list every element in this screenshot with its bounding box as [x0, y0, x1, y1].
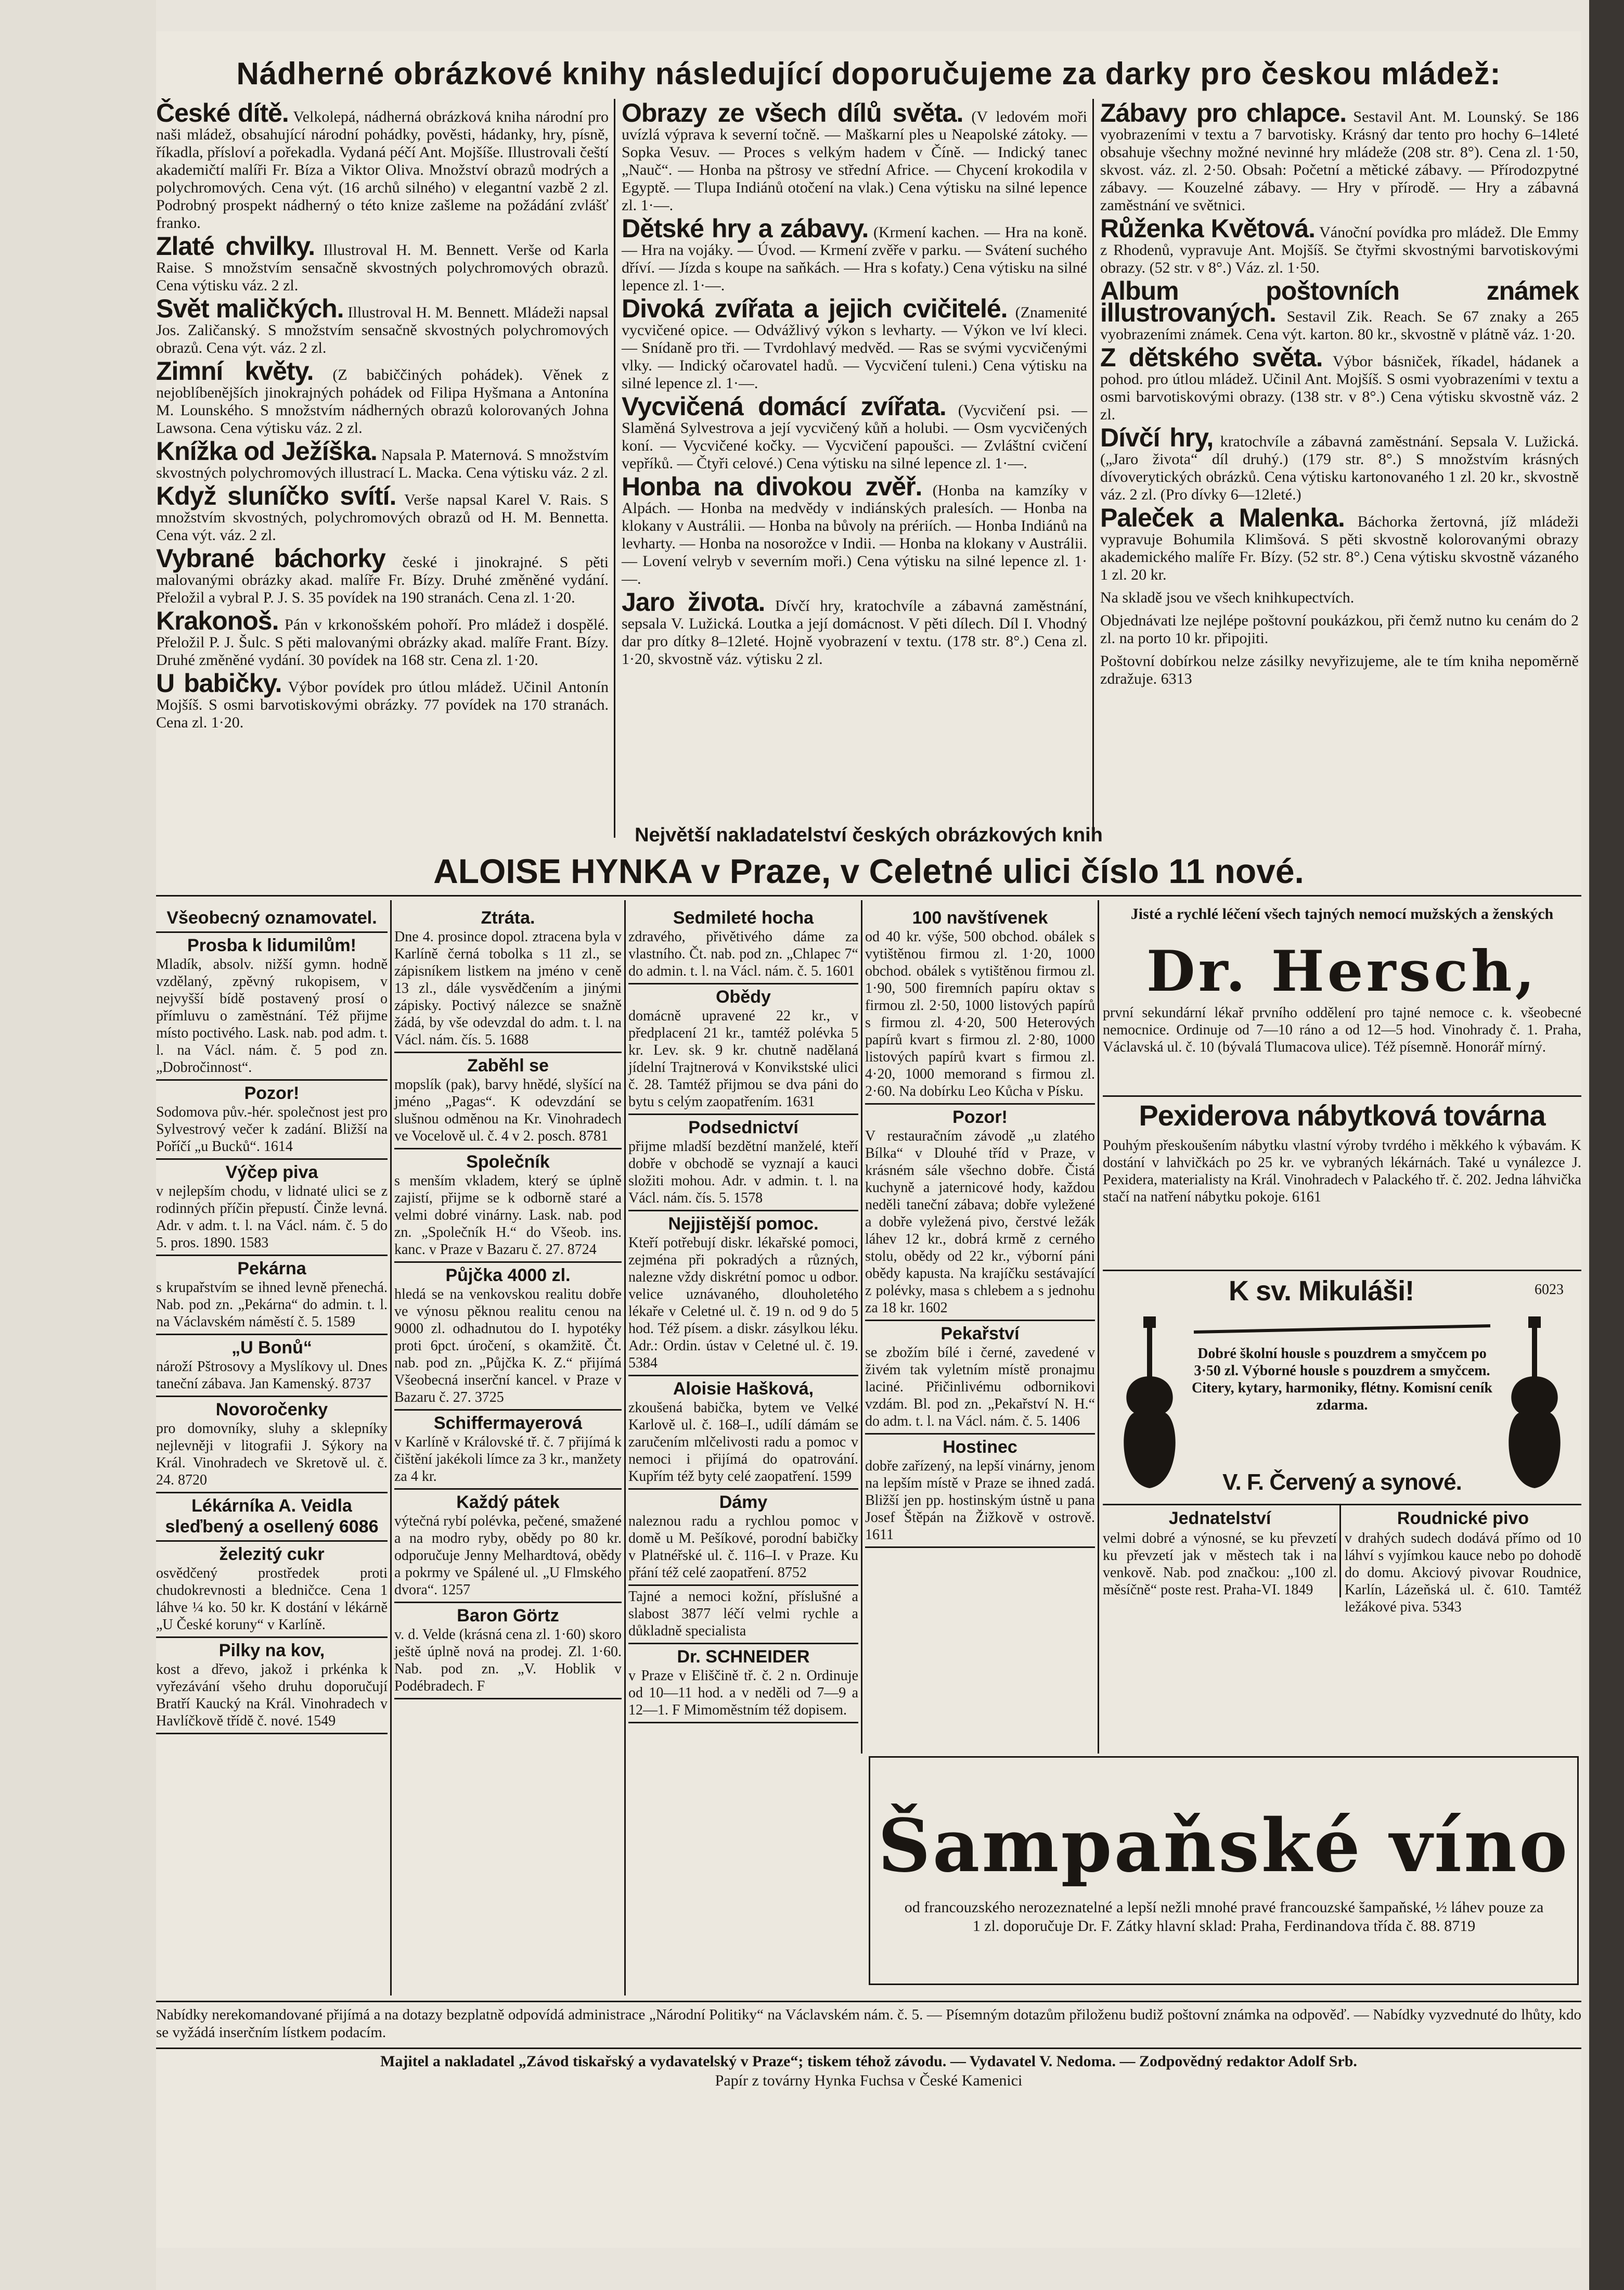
book-title: U babičky.: [156, 669, 282, 698]
ad-title: Ztráta.: [481, 908, 535, 928]
book-title: Jaro života.: [622, 587, 765, 617]
book-title: Divoká zvířata a jejich cvičitelé.: [622, 294, 1008, 323]
book-title: Honba na divokou zvěř.: [622, 472, 922, 501]
classified-ad: [156, 1160, 388, 1256]
classified-column-1: [156, 905, 388, 1998]
ad-title: Výčep piva: [225, 1162, 318, 1182]
book-title: Paleček a Malenka.: [1100, 503, 1345, 532]
ad-title: Podsednictví: [688, 1118, 798, 1137]
publisher-line-1: Největší nakladatelství českých obrázkových knih: [635, 824, 1103, 846]
ad-title: Novoročenky: [215, 1400, 328, 1419]
classified-column-3: [628, 905, 858, 1754]
ad-title: Pekařství: [940, 1324, 1020, 1344]
book-title: Když sluníčko svítí.: [156, 481, 396, 510]
cerveny-firm: V. F. Červený a synové.: [1222, 1469, 1462, 1495]
publisher-line-2: ALOISE HYNKA v Praze, v Celetné ulici číslo 11 nové.: [433, 852, 1304, 890]
book-description: Verše napsal Karel V. Rais. S množstvím skvostných, polychromových obrazů od H. M. Bennetta. Cena výt. váz. 2 zl.: [156, 491, 609, 544]
ad-text: naleznou radu a rychlou pomoc v domě u M. Pešíkové, porodní babičky v Platnéřské ul. č. 116–I. v Praze. Ku přání též celé zaopatření. 8752: [628, 1513, 858, 1581]
mikulas-title: K sv. Mikuláši!: [1228, 1275, 1414, 1307]
book-title: Vycvičená domácí zvířata.: [622, 392, 946, 421]
ad-title: Pozor!: [244, 1083, 300, 1103]
ad-title: Pilky na kov,: [218, 1641, 325, 1660]
classified-ad: [156, 1256, 388, 1335]
book-entry: [1100, 589, 1579, 607]
ad-title: Společník: [466, 1152, 550, 1172]
book-column-1: [156, 98, 609, 843]
ad-title: Zaběhl se: [467, 1056, 549, 1076]
book-entry: [156, 481, 609, 544]
book-description: české i jinokrajné. S pěti malovanými obrázky akad. malíře Fr. Bízy. Druhé změněné vydání. Přeložil a vybral P. J. S. 35 povídek na 190 stranách. Cena zl. 1·20.: [156, 554, 609, 606]
ad-text: Mladík, absolv. nižší gymn. hodně vzdělaný, zpěvný rukopisem, v nejvyšší bídě postavený prosí o přímluvu o zaměstnání. Též přijme místo poctivého. Lask. nab. pod adm. t. l. na Václ. nám. č. 5 pod zn. „Dobročinnost“.: [156, 956, 388, 1076]
classified-ad: [628, 1644, 858, 1723]
classified-ad: [156, 1397, 388, 1493]
book-title: Knížka od Ježíška.: [156, 437, 377, 466]
pexider-text: Pouhým přeskoušením nábytku vlastní výroby tvrdého i měkkého k výbavám. K dostání v lahvičkách po 25 kr. ve vybraných lékárnách. Také u vynálezce J. Pexidera, materialisty na Král. Vinohradech v Palackého tř. č. 202. Jedna láhvička stačí na natření nábytku pokoje. 6161: [1103, 1137, 1581, 1205]
book-entry: [156, 606, 609, 669]
book-entry: [1100, 276, 1579, 343]
book-entry: [622, 392, 1087, 472]
book-entry: [156, 437, 609, 482]
book-title: Vybrané báchorky: [156, 544, 385, 573]
hersch-title: Dr. Hersch,: [1146, 939, 1538, 1004]
classified-ad: [628, 1490, 858, 1586]
classified-ad: [628, 984, 858, 1115]
ad-text: s krupařstvím se ihned levně přenechá. Nab. pod zn. „Pekárna“ do admin. t. l. na Václavském náměstí č. 5. 1589: [156, 1280, 388, 1330]
ad-text: přijme mladší bezdětní manželé, kteří dobře v obchodě se vyznají a kauci složiti mohou. Adr. v admin. t. l. na Václ. nám. čís. 5. 1578: [628, 1138, 858, 1206]
ad-title: „U Bonů“: [231, 1338, 312, 1358]
classified-ad: [865, 1105, 1095, 1321]
book-description: Vánoční povídka pro mládež. Dle Emmy z Rhodenů, vypravuje Ant. Mojšíš. Se čtyřmi skvostnými barvotiskovými obrazy. (52 str. v 8°.) Váz. zl. 1·50.: [1100, 224, 1579, 276]
ad-text: se zbožím bílé i černé, zavedené v živém tak vyletním místě pronajmu laciné. Přičinlivému odbornikovi vzdám. Bl. pod zn. „Pekařství N. H.“ do adm. t. l. na Václ. nám. č. 5. 1406: [865, 1345, 1095, 1429]
classified-ad: [156, 905, 388, 933]
book-description: (Honba na kamzíky v Alpách. — Honba na medvědy v indiánských pralesích. — Honba na klokany v Austrálii. — Honba na bůvoly na prériích. — Honba Indiánů na levharty. — Honba na nosorožce v Indii. — Honba na klokany v Austrálii. — Lovení velryb v severním moři.) Cena výtisku na silné lepence zl. 1·—.: [622, 482, 1087, 587]
ad-title: Každý pátek: [456, 1492, 560, 1512]
ad-title: Nejjistější pomoc.: [668, 1214, 819, 1234]
book-description: Pán v krkonošském pohoří. Pro mládež i dospělé. Přeložil P. J. Šulc. S pěti malovanými obrázky akad. malíře Frant. Bízy. Druhé změněné vydání. 30 povídek na 168 str. Cena zl. 1·20.: [156, 616, 609, 669]
ad-text: hledá se na venkovskou realitu dobře ve výnosu pěknou realitu cenou na 9000 zl. odhadnutou do I. hypotéky proti 6pct. úročení, s okamžitě. Čt. nab. pod zn. „Půjčka K. Z.“ přijímá Všeobecná inserční kancel. v Praze v Bazaru č. 27. 3725: [394, 1286, 622, 1405]
book-entry: [1100, 503, 1579, 584]
classified-ad: [628, 1586, 858, 1644]
ad-text: od 40 kr. výše, 500 obchod. obálek s vytištěnou firmou zl. 1·20, 1000 obchod. obálek s vytištěnou firmou zl. 1·90, 500 firemních papíru oktav s firmou zl. 2·50, 1000 listových papírů s firmou zl. 4·20, 500 Heterových papírů kvart s firmou zl. 2·80, 1000 listových papírů kvart s firmou zl. 4·20, 1000 memorand s firmou zl. 2·60. Na dobírku Leo Kůcha v Písku.: [865, 929, 1095, 1099]
classified-ad: [156, 1335, 388, 1397]
book-entry: [156, 98, 609, 232]
ad-title: Obědy: [716, 987, 771, 1007]
classified-ad: [628, 1211, 858, 1376]
ad-text: pro domovníky, sluhy a sklepníky nejlevněji v litografii J. Sýkory na Král. Vinohradech ve Skretově ul. č. 24. 8720: [156, 1421, 388, 1488]
book-description: kratochvíle a zábavná zaměstnání. Sepsala V. Lužická. („Jaro života“ díl druhý.) (179 str. 8°.) S množstvím krásných dívoverytických obrázků. Cena výtisku kartonovaného 1 zl. 20 kr., skvostně váz. 2 zl. (Pro dívky 6—12leté.): [1100, 433, 1579, 503]
champagne-title: Šampaňské víno: [878, 1803, 1570, 1889]
classified-ad: [394, 1263, 622, 1411]
ad-text: v Praze v Eliščině tř. č. 2 n. Ordinuje od 10—11 hod. a v neděli od 7—9 a 12—1. F Mimoměstním též dopisem.: [628, 1668, 858, 1718]
ad-title: železitý cukr: [219, 1544, 325, 1564]
jednatelstvi-title: Jednatelství: [1168, 1508, 1271, 1528]
book-title: Zábavy pro chlapce.: [1100, 98, 1347, 127]
book-description: (V ledovém moři uvízlá výprava k severní točně. — Maškarní ples u Neapolské zátoky. — Sopka Vesuv. — Proces s velkým hadem v Číně. — Indický tanec „Nauč“. — Honba na pštrosy ve střední Africe. — Chycení krokodila v Egyptě. — Tlupa Indiánů otočení na vlak.) Cena výtisku na silné lepence zl. 1·—.: [622, 108, 1088, 214]
classified-ad: [865, 1321, 1095, 1435]
ad-title: Lékárníka A. Veidla sleďbený a osellený 6086: [165, 1496, 379, 1537]
book-entry: [1100, 98, 1579, 214]
book-title: Zimní květy.: [156, 356, 314, 386]
ad-title: Schiffermayerová: [433, 1413, 583, 1433]
ad-title: Všeobecný oznamovatel.: [166, 908, 377, 928]
pexider-title: Pexiderova nábytková továrna: [1139, 1099, 1545, 1132]
book-entry: [156, 669, 609, 732]
book-title: Růženka Květová.: [1100, 214, 1316, 243]
ad-text: Tajné a nemoci kožní, příslušné a slabost 3877 léčí velmi rychle a důkladně specialista: [628, 1589, 858, 1639]
ad-text: V restauračním závodě „u zlatého Bílka“ v Dlouhé tříd v Praze, v krásném sále všechno dobře. Čistá kuchyně a jaternicové hody, každou neděli taneční zábava; dobře vyležené a dobře vyležená pivo, čerstvé ležák láhev 12 kr., dobrá krmě z cerného stolu, obědy od 22 kr., výborní páni obědy kapusta. Na krajíčku sestávající z polévky, masa s chlebem a s jednohu za 18 kr. 1602: [865, 1128, 1095, 1316]
pivo-text: v drahých sudech dodává přímo od 10 láhví s vyjímkou kauce nebo po dohodě do domu. Akciový pivovar Roudnice, Karlín, Lázeňská ul. č. 610. Tamtéž ležákové piva. 5343: [1345, 1530, 1581, 1615]
ad-text: osvědčený prostředek proti chudokrevnosti a bledničce. Cena 1 láhve ¼ ko. 50 kr. K dostání v lékárně „U České koruny“ v Karlíně.: [156, 1565, 388, 1633]
footer-paper: Papír z továrny Hynka Fuchsa v České Kamenici: [715, 2072, 1023, 2089]
violin-bow-icon: [1191, 1322, 1493, 1337]
ad-text: Sodomova pův.-hér. společnost jest pro Sylvestrový večer k zadání. Bližší na Poříčí „u Bucků“. 1614: [156, 1104, 388, 1155]
ad-title: Pekárna: [237, 1259, 306, 1278]
classified-ad: [394, 905, 622, 1053]
book-entry: [1100, 423, 1579, 504]
classified-ad: [394, 1053, 622, 1149]
book-description: Napsala P. Maternová. S množstvím skvostných polychromových illustrací L. Macka. Cena výtisku váz. 2 zl.: [156, 446, 609, 481]
left-margin: [0, 0, 156, 2290]
ad-title: Půjčka 4000 zl.: [445, 1265, 571, 1285]
book-description: Dívčí hry, kratochvíle a zábavná zaměstnání, sepsala V. Lužická. Loutka a její domácnost. V pěti dílech. Díl I. Vhodný dar pro dítky 8–12leté. Hojně vyobrazení v textu. (178 str. 8°.) Cena zl. 1·20, skvostně váz. výtisku 2 zl.: [622, 597, 1088, 668]
ad-title: Dámy: [719, 1492, 768, 1512]
classified-column-4: [865, 905, 1095, 1754]
book-title: České dítě.: [156, 98, 289, 127]
book-entry: [1100, 343, 1579, 424]
champagne-ad: [869, 1756, 1579, 1985]
ad-text: zdravého, přivětivého dáme za vlastního. Čt. nab. pod zn. „Chlapec 7“ do admin. t. l. na Václ. nám. č. 5. 1601: [628, 929, 858, 979]
ad-text: v. d. Velde (krásná cena zl. 1·60) skoro ještě úplně nová na prodej. Zl. 1·60. Nab. pod zn. „V. Hoblik v Podébradech. F: [394, 1627, 622, 1694]
book-description: (Vycvičení psi. — Slaměná Sylvestrova a její vycvičený kůň a holubi. — Osm vycvičených koní. — Vycvičené kočky. — Vycvičení papoušci. — Zvláštní cvičení vepříků. — Čtyři celové.) Cena výtisku na silné lepence zl. 1·—.: [622, 402, 1087, 472]
ad-title: Hostinec: [943, 1437, 1017, 1457]
book-title: Zlaté chvilky.: [156, 232, 315, 261]
book-description: Velkolepá, nádherná obrázková kniha národní pro naši mládež, obsahující národní pohádky, pověsti, hádanky, hry, písně, říkadla, přísloví a pořekadla. Vydaná péčí Ant. Mojšíše. Illustrovali čeští akademičtí malíři Fr. Bíza a Viktor Oliva. Množství obrazů modrých a polychromových. Cena výt. (16 archů silného) v elegantní vazbě 2 zl. Podrobný prospekt nádherný o této knize zašleme na požádání zvlášť franko.: [156, 108, 609, 232]
book-description: (Znamenité vycvičené opice. — Odvážlivý výkon s levharty. — Výkon ve lví kleci. — Snídaně pro tři. — Tvrdohlavý medvěd. — Ras se svými vycvičenými vlky. — Indický očarovatel hadů. — Vycvičení tuleni.) Cena výtisku na silné lepence zl. 1·—.: [622, 304, 1087, 392]
book-description: Sestavil Zik. Reach. Se 67 znaky a 265 vyobrazeními známek. Cena výt. karton. 80 kr., skvostně v plátně váz. 1·20.: [1100, 308, 1579, 343]
ad-text: kost a dřevo, jakož i prkénka k vyřezávání všeho druhu doporučují Bratří Kaucký na Král. Vinohradech v Havlíčkově třídě č. nové. 1549: [156, 1661, 388, 1729]
newspaper-page: [156, 31, 1581, 2248]
footer-imprint: Majitel a nakladatel „Závod tiskařský a vydavatelský v Praze“; tiskem téhož závodu. — Vydavatel V. Nedoma. — Zodpovědný redaktor Adolf Srb.: [380, 2053, 1357, 2070]
ad-title: Pozor!: [952, 1107, 1008, 1127]
ad-text: zkoušená babička, bytem ve Velké Karlově ul. č. 168–I., udílí dámám se zaručením mlčelivosti radu a pomoc v nemoci i přijímá do opatrování. Kupřím též byty celé zaopatření. 1599: [628, 1400, 858, 1485]
ad-title: Baron Görtz: [457, 1606, 559, 1626]
ad-title: 100 navštívenek: [912, 908, 1048, 928]
champagne-text: od francouzského nerozeznatelné a lepší nežli mnohé pravé francouzské šampaňské, ½ láhev pouze za 1 zl. doporučuje Dr. F. Zátky hlavní sklad: Praha, Ferdinandova třída č. 88. 8719: [904, 1899, 1544, 1935]
ad-text: Kteří potřebují diskr. lékařské pomoci, zejména při pokradých a různých, nalezne vždy diskrétní pomoc u odbor. velice uznávaného, dlouholetého lékaře v Celetné ul. č. 19 n. od 9 do 5 hod. Též písem. a diskr. zásylkou léku. Adr.: Ordin. ústav v Celetné ul. č. 19. 5384: [628, 1235, 858, 1371]
book-description: Poštovní dobírkou nelze zásilky nevyřizujeme, ale te tím kniha nepoměrně zdražuje. 6313: [1100, 653, 1579, 687]
ad-text: v Karlíně v Královské tř. č. 7 přijímá k čištění jakékoli límce za 3 kr., manžety za 4 kr.: [394, 1434, 622, 1485]
book-title: Krakonoš.: [156, 606, 279, 635]
ad-text: v nejlepším chodu, v lidnaté ulici se z rodinných příčin přepustí. Činže levná. Adr. v adm. t. l. na Václ. nám. č. 5 do 5. pros. 1890. 1583: [156, 1183, 388, 1251]
book-entry: [622, 214, 1088, 295]
classified-ad: [394, 1603, 622, 1699]
violin-icon: [1498, 1316, 1571, 1493]
ad-title: Aloisie Hašková,: [673, 1379, 814, 1399]
classified-ad: [628, 1115, 858, 1211]
book-entry: [156, 294, 609, 357]
pivo-title: Roudnické pivo: [1397, 1508, 1529, 1528]
book-entry: [156, 356, 609, 437]
book-title: Dětské hry a zábavy.: [622, 214, 869, 243]
book-title: Album poštovních známek illustrovaných.: [1100, 276, 1579, 327]
classified-ad: [156, 1542, 388, 1638]
scan-edge: [1589, 0, 1624, 2290]
ad-text: mopslík (pak), barvy hnědé, slyšící na jméno „Pagas“. K odevzdání se slušnou odměnou na Kr. Vinohradech ve Vocelově ul. č. 4 v 2. posch. 8781: [394, 1077, 622, 1144]
book-entry: [1100, 653, 1579, 688]
book-title: Svět maličkých.: [156, 294, 344, 323]
page-header: Nádherné obrázkové knihy následující doporučujeme za darky pro českou mládež:: [236, 56, 1501, 91]
book-entry: [156, 232, 609, 295]
classified-ad: [394, 1411, 622, 1490]
book-entry: [1100, 612, 1579, 647]
book-column-2: [622, 98, 1088, 843]
mikulas-number: 6023: [1535, 1282, 1564, 1298]
classified-ad: [628, 905, 858, 984]
footer-notice: Nabídky nerekomandované přijímá a na dotazy bezplatně odpovídá administrace „Národní Politiky“ na Václavském nám. č. 5. — Písemným dotazům přiloženu budiž poštovní známka na odpověď. — Nabídky vyzvednuté do lhůty, kdo se vyžádá inserčním lístkem podacím.: [156, 2006, 1581, 2041]
book-title: Dívčí hry,: [1100, 423, 1214, 452]
book-entry: [622, 98, 1088, 214]
ad-title: Prosba k lidumilům!: [187, 936, 356, 955]
book-description: Objednávati lze nejlépe poštovní poukázkou, při čemž nutno ku cenám do 2 zl. na porto 10 kr. připojiti.: [1100, 612, 1579, 647]
ad-text: dobře zařízený, na lepší vinárny, jenom na lepším místě v Praze se ihned zadá. Bližší jen pp. hostinským ústně u pana Josef Štěpán na Žižkově v ostrově. 1611: [865, 1458, 1095, 1543]
violin-offer-text: Dobré školní housle s pouzdrem a smyčcem po 3·50 zl. Výborné housle s pouzdrem a smyčcem. Citery, kytary, harmoniky, flétny. Komisní ceník zdarma.: [1192, 1346, 1492, 1413]
classified-ad: [156, 1493, 388, 1542]
book-description: (Krmení kachen. — Hra na koně. — Hra na vojáky. — Úvod. — Krmení zvěře v parku. — Svátení suchého dříví. — Jízda s koupe na saňkách. — Hra s kofaty.) Cena výtisku na silné lepence zl. 1·—.: [622, 224, 1088, 294]
classified-ad: [156, 933, 388, 1081]
ad-title: Dr. SCHNEIDER: [677, 1647, 810, 1667]
book-description: Výbor povídek pro útlou mládež. Učinil Antonín Mojšíš. S osmi barvotiskovými obrázky. 77 povídek na 170 stranách. Cena zl. 1·20.: [156, 679, 609, 731]
classified-ad: [865, 905, 1095, 1105]
classified-ad: [394, 1490, 622, 1603]
hersch-top-line: Jisté a rychlé léčení všech tajných nemocí mužských a ženských: [1130, 905, 1554, 923]
book-description: Illustroval H. M. Bennett. Verše od Karla Raise. S množstvím sensačně skvostných polychromových obrazů. Cena výtisku váz. 2 zl.: [156, 241, 609, 294]
book-entry: [622, 294, 1087, 392]
ad-text: domácně upravené 22 kr., v předplacení 21 kr., tamtéž polévka 5 kr. Lev. sk. 9 kr. chutně nadělaná jídelní Trajtnerová v Konvikstské ulici č. 28. Tamtéž přijmou se dva páni do bytu s celým zaopatřením. 1631: [628, 1008, 858, 1110]
book-title: Obrazy ze všech dílů světa.: [622, 98, 963, 127]
classified-column-5: [1103, 905, 1581, 1754]
book-entry: [156, 544, 609, 607]
book-description: Na skladě jsou ve všech knihkupectvích.: [1100, 589, 1355, 606]
classified-ad: [394, 1149, 622, 1263]
classified-ad: [156, 1638, 388, 1734]
book-entry: [622, 472, 1087, 588]
jednatelstvi-text: velmi dobré a výnosné, se ku převzetí ku převzetí jak v městech tak i na venkově. Nab. pod značkou: „100 zl. měsíčně“ poste rest. Praha-VI. 1849: [1103, 1530, 1337, 1598]
book-description: Výbor básniček, říkadel, hádanek a pohod. pro útlou mládež. Učinil Ant. Mojšíš. S osmi vyobrazeními v textu a osmi barvotiskovými obrazy. (138 str. v 8°.) Cena výtisku skvostně váz. 2 zl.: [1100, 353, 1579, 423]
classified-ad: [156, 1081, 388, 1160]
book-description: (Z babiččiných pohádek). Věnek z nejoblíbenějších jinokrajných pohádek od Filipa Hyšmana a Antonína M. Lounského. S množstvím nádherných obrazů kolorovaných Johna Lawsona. Cena výtisku váz. 2 zl.: [156, 366, 609, 437]
book-description: Illustroval H. M. Bennett. Mládeži napsal Jos. Zaličanský. S množstvím sensačně skvostných polychromových obrazů. Cena výt. váz. 2 zl.: [156, 304, 609, 356]
book-description: Sestavil Ant. M. Lounský. Se 186 vyobrazeními v textu a 7 barvotisky. Krásný dar tento pro hochy 6–14leté obsahuje všechny možné nevinné hry mládeže (208 str. 8°). Cena zl. 1·50, skvost. váz. zl. 2·50. Obsah: Početní a mětické zábavy. — Přírodozpytné zábavy. — Kouzelné zábavy. — Hry v přírodě. — Hry a zábavná zaměstnání ve světnici.: [1100, 108, 1579, 214]
ad-text: Dne 4. prosince dopol. ztracena byla v Karlíně černá tobolka s 11 zl., se zápisníkem listkem na jméno v ceně 13 zl., dále vysvědčením a jinými zápisky. Poctivý nálezce se snažně žádá, by vše odevzdal do adm. t. l. na Václ. nám. čís. 5. 1688: [394, 929, 622, 1048]
violin-icon: [1113, 1316, 1186, 1493]
ad-text: nároží Pštrosovy a Myslíkovy ul. Dnes taneční zábava. Jan Kamenský. 8737: [156, 1359, 388, 1392]
ad-text: s menším vkladem, který se úplně zajistí, přijme se k odborně staré a velmi dobré vinárny. Lask. nab. pod zn. „Společník H.“ do Všeob. ins. kanc. v Praze v Bazaru č. 27. 8724: [394, 1173, 622, 1258]
classified-column-2: [394, 905, 622, 1998]
book-entry: [1100, 214, 1579, 277]
classified-ad: [865, 1435, 1095, 1548]
hersch-text: první sekundární lékař prvního oddělení pro tajné nemoce c. k. všeobecné nemocnice. Ordinuje od 7—10 ráno a od 12—5 hod. Vinohrady č. 1. Praha, Václavská ul. č. 10 (bývalá Tlumacova ulice). Též písemně. Honorář mírný.: [1103, 1005, 1581, 1055]
book-description: Báchorka žertovná, jíž mládeži vypravuje Bohumila Klimšová. S pěti skvostně kolorovanými obrazy akademického malíře Fr. Bízy. (52 str. 8°.) Cena výtisku skvostně vázaného 1 zl. 20 kr.: [1100, 513, 1579, 583]
book-entry: [622, 587, 1088, 668]
classified-ad: [628, 1376, 858, 1490]
book-column-3: [1100, 98, 1579, 843]
ad-title: Sedmileté hocha: [673, 908, 814, 928]
book-title: Z dětského světa.: [1100, 343, 1323, 372]
ad-text: výtečná rybí polévka, pečené, smažené a na modro ryby, obědy po 80 kr. odporučuje Jenny Melhardtová, obědy a pokrmy ve Spálené ul. „U Flmského dvora“. 1257: [394, 1513, 622, 1598]
